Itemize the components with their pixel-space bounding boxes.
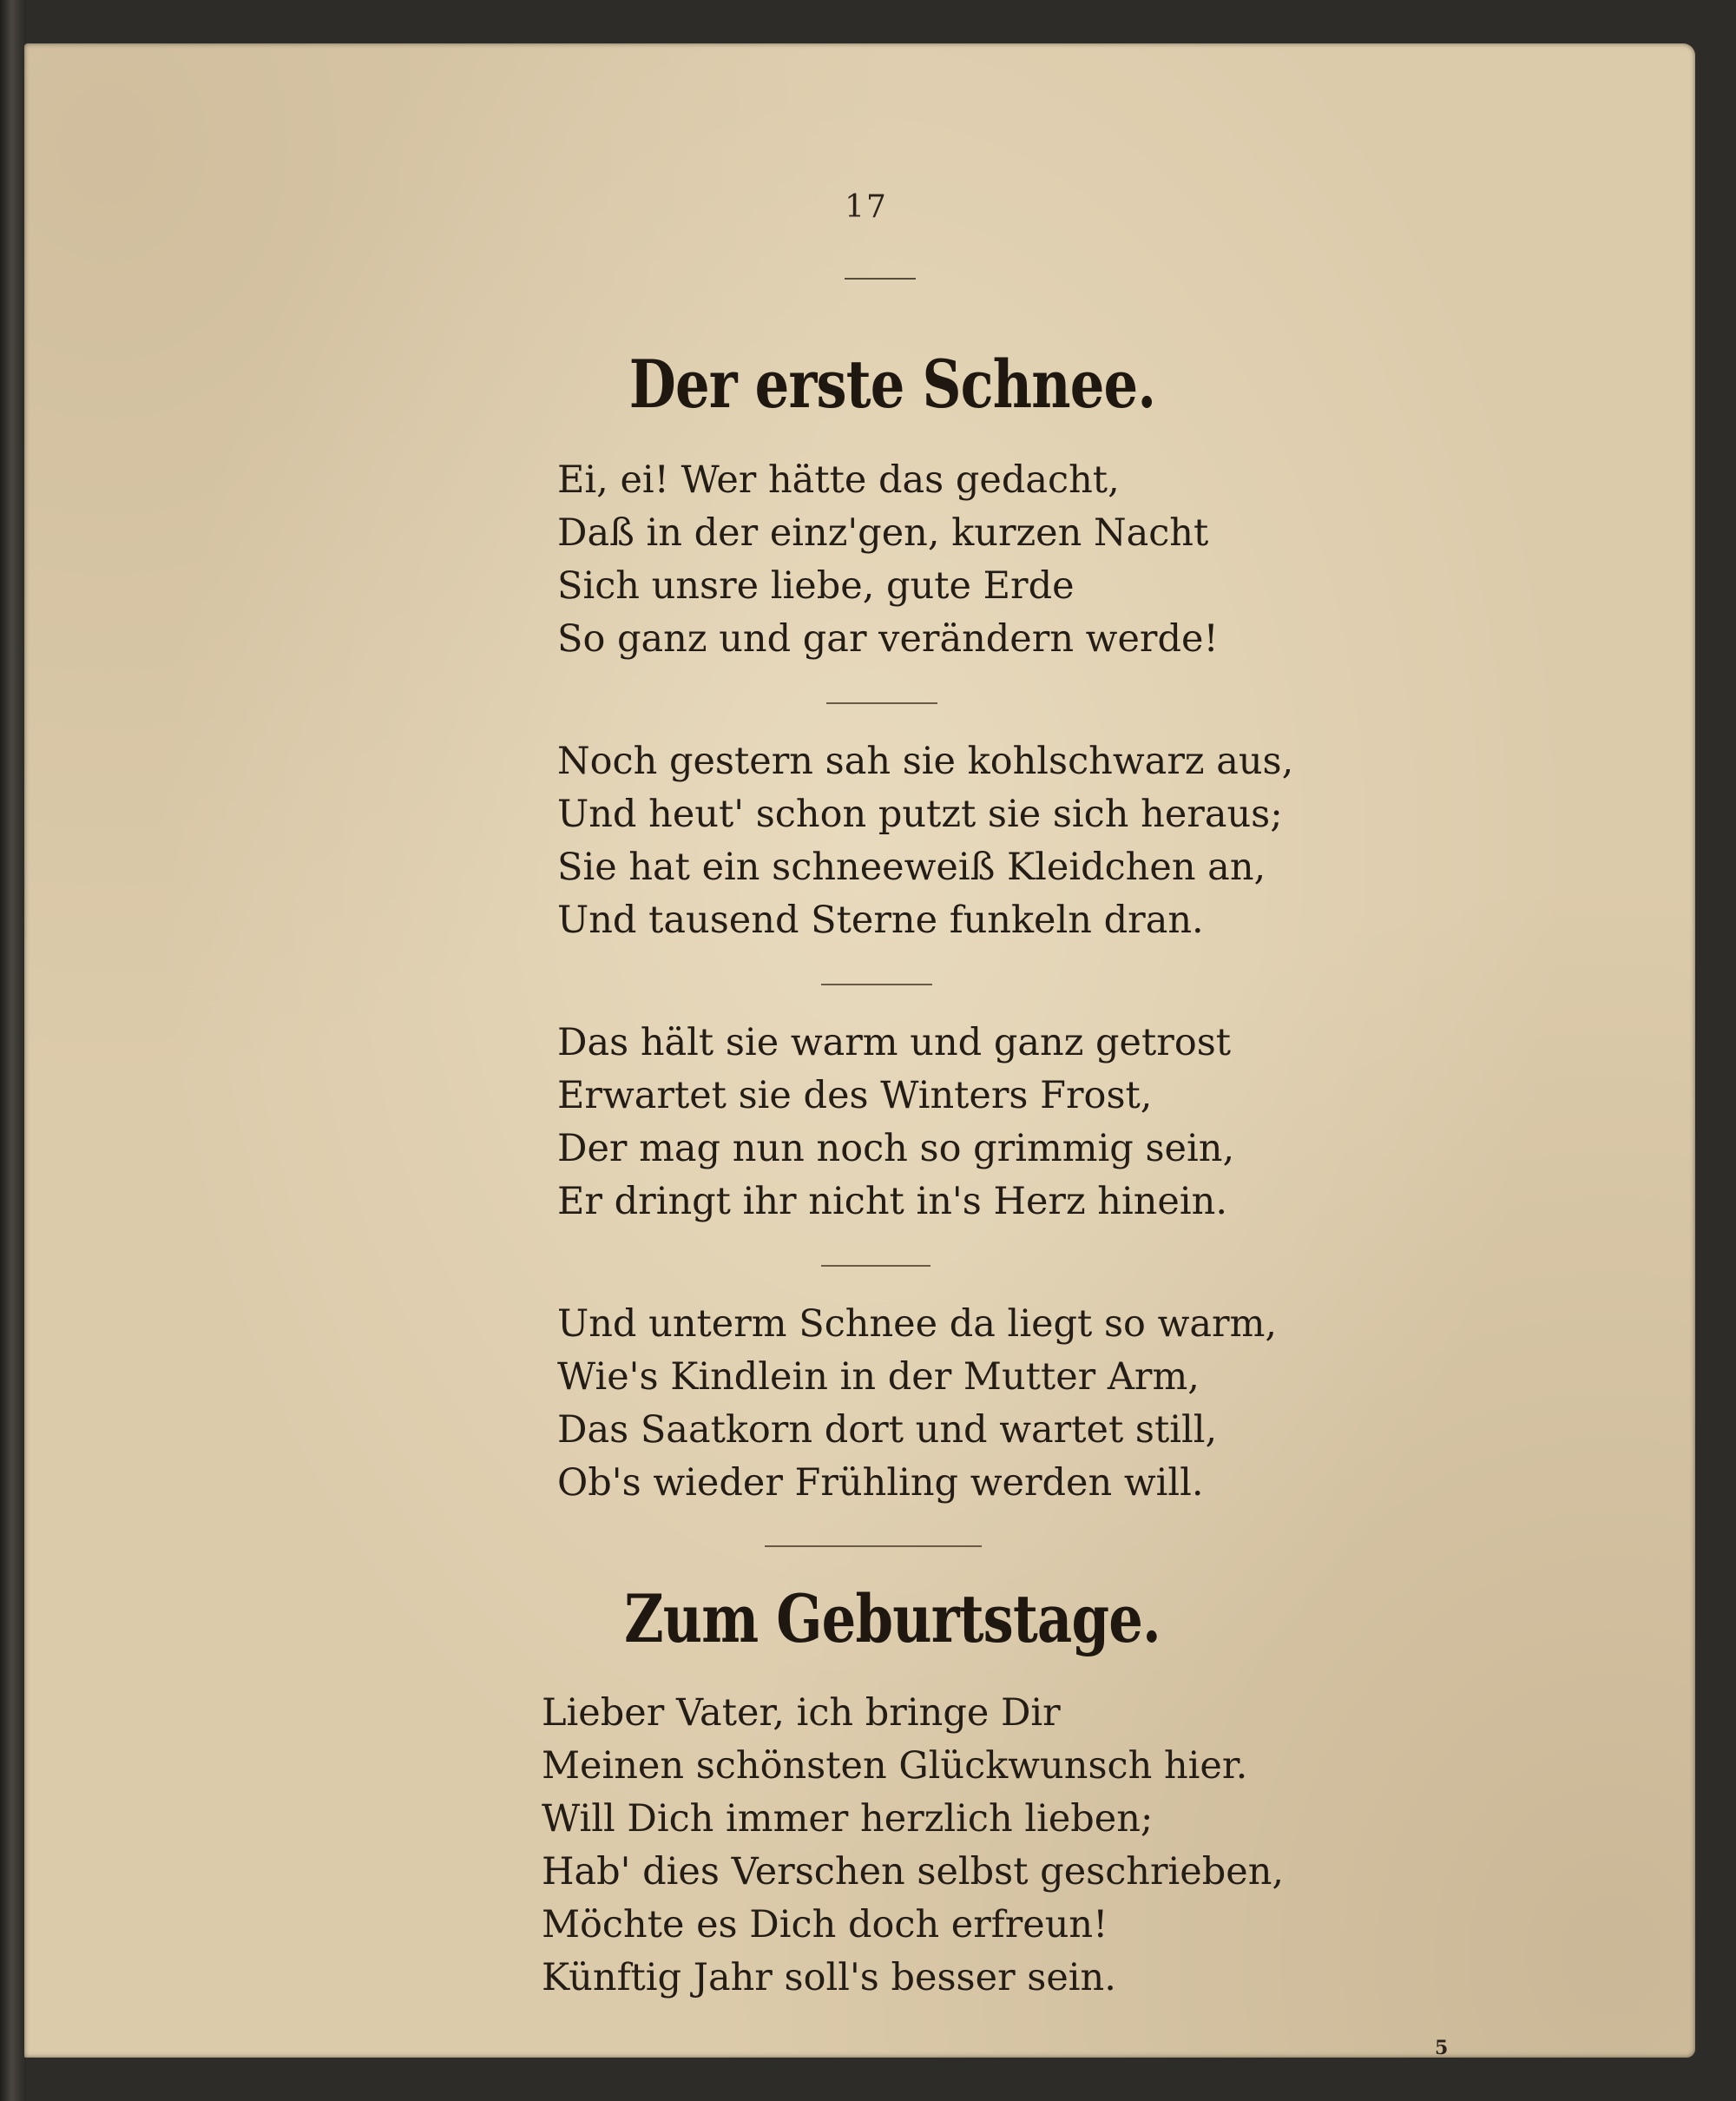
page-number-rule — [845, 278, 916, 280]
stanza-divider — [821, 984, 932, 985]
stanza-divider — [826, 702, 937, 704]
verse-line: Künftig Jahr soll's besser sein. — [542, 1956, 1116, 1999]
book-page — [24, 43, 1695, 2058]
verse-line: Sich unsre liebe, gute Erde — [557, 564, 1075, 608]
verse-line: Wie's Kindlein in der Mutter Arm, — [557, 1355, 1200, 1399]
verse-line: Möchte es Dich doch erfreun! — [542, 1903, 1108, 1946]
verse-line: Das hält sie warm und ganz getrost — [557, 1021, 1232, 1064]
verse-line: So ganz und gar verändern werde! — [557, 617, 1219, 661]
verse-line: Meinen schönsten Glückwunsch hier. — [542, 1744, 1248, 1788]
stanza-1 — [557, 454, 1219, 666]
verse-line: Und unterm Schnee da liegt so warm, — [557, 1302, 1278, 1346]
verse-line: Ei, ei! Wer hätte das gedacht, — [557, 458, 1120, 502]
verse-line: Sie hat ein schneeweiß Kleidchen an, — [557, 846, 1266, 889]
stanza-3 — [557, 1017, 1234, 1228]
verse-line: Will Dich immer herzlich lieben; — [542, 1797, 1154, 1841]
verse-line: Noch gestern sah sie kohlschwarz aus, — [557, 740, 1294, 783]
verse-line: Und heut' schon putzt sie sich heraus; — [557, 793, 1283, 836]
verse-line: Daß in der einz'gen, kurzen Nacht — [557, 511, 1209, 555]
stanza-2 — [557, 735, 1293, 947]
verse-line: Der mag nun noch so grimmig sein, — [557, 1127, 1235, 1170]
printer-signature-mark: 5 — [1435, 2037, 1449, 2059]
verse-line: Hab' dies Verschen selbst geschrieben, — [542, 1850, 1285, 1894]
verse-line: Und tausend Sterne funkeln dran. — [557, 899, 1204, 942]
verse-line: Lieber Vater, ich bringe Dir — [542, 1691, 1061, 1735]
verse-line: Er dringt ihr nicht in's Herz hinein. — [557, 1180, 1227, 1223]
stanza-geburtstag — [542, 1687, 1284, 2005]
page-number: 17 — [845, 189, 888, 225]
poem-divider — [765, 1545, 982, 1547]
poem-title-zum-geburtstage: Zum Geburtstage. — [624, 1580, 1161, 1657]
verse-line: Ob's wieder Frühling werden will. — [557, 1461, 1204, 1505]
poem-title-der-erste-schnee: Der erste Schnee. — [628, 346, 1156, 423]
verse-line: Erwartet sie des Winters Frost, — [557, 1074, 1153, 1117]
stanza-4 — [557, 1298, 1277, 1510]
verse-line: Das Saatkorn dort und wartet still, — [557, 1408, 1218, 1452]
stanza-divider — [821, 1265, 930, 1267]
book-binding — [0, 0, 26, 2101]
